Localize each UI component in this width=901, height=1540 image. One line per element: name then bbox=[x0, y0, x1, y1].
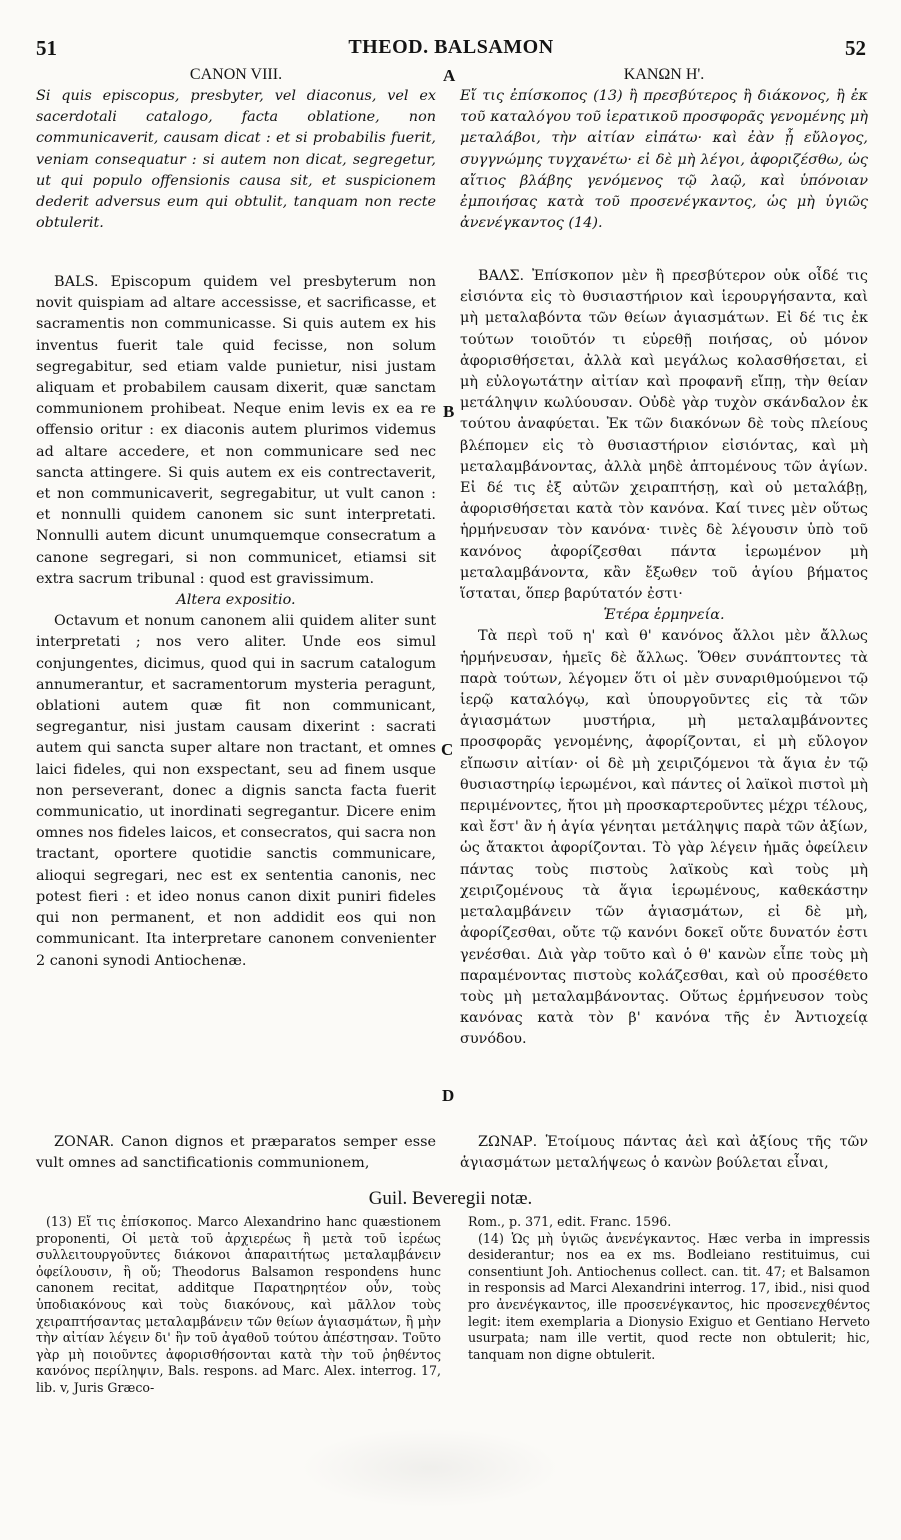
margin-marker-b: B bbox=[443, 402, 455, 421]
greek-zonar-column bbox=[460, 1132, 868, 1174]
latin-canon-text: Si quis episcopus, presbyter, vel diaconus, vel ex sacerdotali catalogo, facta oblatione, non communicaverit, causam dicat : et si probabilis fuerit, veniam consequatur : si autem non dicat, segregetur, ut qui populo offensionis causa sit, et suspicionem dederit adversus eum qui obtulit, tanquam non recte obtulerit. bbox=[36, 88, 436, 232]
note-13-text: (13) Εἴ τις ἐπίσκοπος. Marco Alexandrino hanc quæstionem proponenti, Οἱ μετὰ τοῦ ἀρχιερέως ἢ μετὰ τοῦ ἱερέως συλλειτουργοῦντες διάκονοι ἀπαραιτήτως μεταλαμβάνειν ὀφείλουσιν, ἢ οὔ; Theodorus Balsamon respondens hunc canonem recitat, additque Παρατηρητέον οὖν, τοὺς ὑποδιακόνους καὶ τοὺς διακόνους, καὶ μᾶλλον τοὺς χειραπτήσαντας μεταλαμβάνειν τῶν θείων ἁγιασμάτων, ἢ μὴν τὴν αἰτίαν λέγειν δι' ἣν τοῦ ἀγαθοῦ τούτου ἀπέστησαν. Τοῦτο γὰρ μὴ ποιοῦντες ἀφορισθήσονται κατὰ τὴν τοῦ ῥηθέντος κανόνος περίληψιν, Bals. respons. ad Marc. Alex. interrog. 17, lib. v, Juris Græco- bbox=[36, 1214, 441, 1395]
margin-marker-a: A bbox=[443, 66, 456, 85]
greek-canon-column bbox=[460, 64, 868, 234]
latin-canon-column bbox=[36, 64, 436, 234]
greek-canon-title: ΚΑΝΩΝ Η'. bbox=[623, 66, 705, 83]
greek-commentary-column bbox=[460, 266, 868, 1051]
note-14 bbox=[468, 1214, 870, 1363]
greek-canon-text: Εἴ τις ἐπίσκοπος (13) ἢ πρεσβύτερος ἢ διάκονος, ἢ ἐκ τοῦ καταλόγου τοῦ ἱερατικοῦ προσφορᾶς γενομένης μὴ μεταλάβοι, τὴν αἰτίαν εἰπάτω· καὶ ἐὰν ᾖ εὔλογος, συγγνώμης τυγχανέτω· εἰ δὲ μὴ λέγοι, ἀφοριζέσθω, ὡς αἴτιος βλάβης γενόμενος τῷ λαῷ, καὶ ὑπόνοιαν ἐμποιήσας κατὰ τοῦ προσενέγκαντος, ὡς μὴ ὑγιῶς ἀνενέγκαντος (14). bbox=[460, 88, 868, 232]
latin-altera-heading: Altera expositio. bbox=[176, 592, 296, 609]
greek-altera-heading: Ἑτέρα ἑρμηνεία. bbox=[603, 607, 725, 624]
notes-title: Guil. Beveregii notæ. bbox=[368, 1188, 533, 1209]
page-number-right: 52 bbox=[845, 36, 866, 60]
page-stain bbox=[300, 1428, 560, 1508]
page-header bbox=[36, 36, 866, 62]
note-13 bbox=[36, 1214, 441, 1397]
note-continuation: Rom., p. 371, edit. Franc. 1596. bbox=[468, 1214, 672, 1229]
page-number-left: 51 bbox=[36, 36, 57, 60]
latin-zonar-column bbox=[36, 1132, 436, 1174]
latin-canon-title: CANON VIII. bbox=[189, 66, 283, 83]
greek-altera-expositio: Τὰ περὶ τοῦ η' καὶ θ' κανόνος ἄλλοι μὲν ἄλλως ἡρμήνευσαν, ἡμεῖς δὲ ἄλλως. Ὅθεν συνάπτοντες τὰ παρὰ τούτων, λέγομεν ὅτι οἱ μὲν συναριθμούμενοι τῷ ἱερῷ καταλόγῳ, καὶ ὑπουργοῦντες εἰς τὰ τῶν ἁγιασμάτων μυστήρια, μὴ μεταλαμβάνοντες προσφορᾶς γενομένης, ἀφορίζονται, εἰ μὴ εὔλογον εἴπωσιν αἰτίαν· οἱ δὲ μὴ χειριζόμενοι τὰ ἅγια ἐν τῷ θυσιαστηρίῳ ἱερωμένοι, καὶ πάντες οἱ λαϊκοὶ πιστοὶ μὴ περιμένοντες, ἤτοι μὴ προσκαρτεροῦντες μέχρι τέλους, καὶ ἔστ' ἂν ἡ ἁγία γένηται μετάληψις παρὰ τῶν ἀξίων, ὡς ἄτακτοι ἀφορίζονται. Τὸ γὰρ λέγειν ἡμᾶς ὀφείλειν πάντας τοὺς πιστοὺς λαϊκοὺς καὶ τοὺς μὴ χειριζομένους τὰ ἅγια ἱερωμένους, καθεκάστην μεταλαμβάνειν τῶν ἁγιασμάτων, εἰ δὲ μὴ, ἀφορίζεσθαι, οὔτε τῷ κανόνι δοκεῖ οὔτε δυνατόν ἐστι γενέσθαι. Διὰ γὰρ τοῦτο καὶ ὁ θ' κανὼν εἶπε τοὺς μὴ παραμένοντας πιστοὺς κολάζεσθαι, καὶ οὐ προσέθετο τοὺς μὴ μεταλαμβάνοντας. Οὕτως ἑρμήνευσον τοὺς κανόνας κατὰ τὸν β' κανόνα τῆς ἐν Ἀντιοχείᾳ συνόδου. bbox=[460, 628, 868, 1048]
latin-commentary-column bbox=[36, 272, 436, 972]
greek-zonar-commentary: ΖΩΝΑΡ. Ἑτοίμους πάντας ἀεὶ καὶ ἀξίους τῆς τῶν ἁγιασμάτων μεταλήψεως ὁ κανὼν βούλεται εἶναι, bbox=[460, 1134, 868, 1172]
greek-bals-commentary: ΒΑΛΣ. Ἐπίσκοπον μὲν ἢ πρεσβύτερον οὐκ οἶδέ τις εἰσιόντα εἰς τὸ θυσιαστήριον καὶ ἱερουργήσαντα, καὶ μὴ μεταλαβόντα τῶν θείων ἁγιασμάτων. Εἰ δέ τις ἐκ τούτων τοιοῦτόν τι εὑρεθῇ ποιήσας, οὐ μόνον ἀφορισθήσεται, ἀλλὰ καὶ μεγάλως κολασθήσεται, εἰ μὴ εὐλογωτάτην αἰτίαν καὶ προφανῆ εἴπῃ, τὴν θείαν μετάληψιν κωλύουσαν. Οὐδὲ γὰρ τυχὸν σκάνδαλον ἐκ τούτου ἀναφύεται. Ἐκ τῶν διακόνων δὲ τοὺς πλείους βλέπομεν εἰς τὸ θυσιαστήριον εἰσιόντας, καὶ μὴ μεταλαμβάνοντας, ἀλλὰ μηδὲ ἁπτομένους τῶν ἁγίων. Εἰ δέ τις ἐξ αὐτῶν χειραπτήσῃ, καὶ οὐ μεταλάβῃ, ἀφορισθήσεται κατὰ τὸν κανόνα. Καί τινες μὲν οὕτως ἡρμήνευσαν τὸν κανόνα· τινὲς δὲ λέγουσιν ὑπὸ τοῦ κανόνος ἀφορίζεσθαι πάντα ἱερωμένον μὴ μεταλαμβάνοντα, κἂν ἔξωθεν τοῦ ἁγίου βήματος ἵσταται, ὅπερ βαρύτατόν ἐστι· bbox=[460, 268, 868, 603]
margin-marker-c: C bbox=[441, 740, 454, 759]
note-14-text: (14) Ὡς μὴ ὑγιῶς ἀνενέγκαντος. Hæc verba in impressis desiderantur; nos ea ex ms. Bodleiano restituimus, cui consentiunt Joh. Antiochenus collect. can. tit. 47; et Balsamon in responsis ad Marci Alexandrini interrog. 17, ibid., nisi quod pro ἀνενέγκαντος, ille προσενέγκαντος, hic προσενεχθέντος legit: item exemplaria a Dionysio Exiguo et Gentiano Herveto usurpata; nam ille vertit, quod recte non obtulerit; hic, tanquam non digne obtulerit. bbox=[468, 1230, 870, 1362]
running-title: THEOD. BALSAMON bbox=[348, 36, 554, 58]
latin-zonar-commentary: ZONAR. Canon dignos et præparatos semper esse vult omnes ad sanctificationis communionem, bbox=[36, 1134, 436, 1172]
latin-altera-expositio: Octavum et nonum canonem alii quidem aliter sunt interpretati ; nos vero aliter. Unde eos simul conjungentes, dicimus, quod qui in sacrum catalogum annumerantur, et sacramentorum mysteria peragunt, oblationi autem quæ fit non communicant, segregantur, nisi justam causam dixerint : sacrati autem qui sancta super altare non tractant, et omnes laici fideles, qui non exspectant, seu ad finem usque non perseverant, donec a dignis sancta facta fuerit communicatio, ut inordinati segregantur. Dicere enim omnes nos fideles laicos, et consecratos, qui sacra non tractant, oportere quotidie sanctis communicare, alioqui segregari, nec est ex sententia canonis, nec potest fieri : et ideo nonus canon dixit puniri fideles qui non permanent, et non addidit eos qui non communicant. Ita interpretare canonem convenienter 2 canoni synodi Antiochenæ. bbox=[36, 613, 436, 969]
latin-bals-commentary: BALS. Episcopum quidem vel presbyterum non novit quispiam ad altare accessisse, et sacrificasse, et sacramentis non communicasse. Si quis autem ex his inventus fuerit tale quid fecisse, non solum segregabitur, sed etiam valde punietur, nisi justam aliquam et probabilem causam dixerit, quæ sanctam communionem prohibeat. Neque enim levis ex ea re offensio oritur : ex diaconis autem plurimos videmus ad altare accedere, et non communicare sed nec sancta attingere. Si quis autem ex eis contrectaverit, et non communicaverit, segregabitur, ut vult canon : et nonnulli quidem canonem sic sunt interpretati. Nonnulli autem dicunt unumquemque consecratum a canone segregari, si non communicet, etiamsi sit extra sacrum tribunal : quod est gravissimum. bbox=[36, 274, 436, 587]
margin-marker-d: D bbox=[442, 1086, 455, 1105]
